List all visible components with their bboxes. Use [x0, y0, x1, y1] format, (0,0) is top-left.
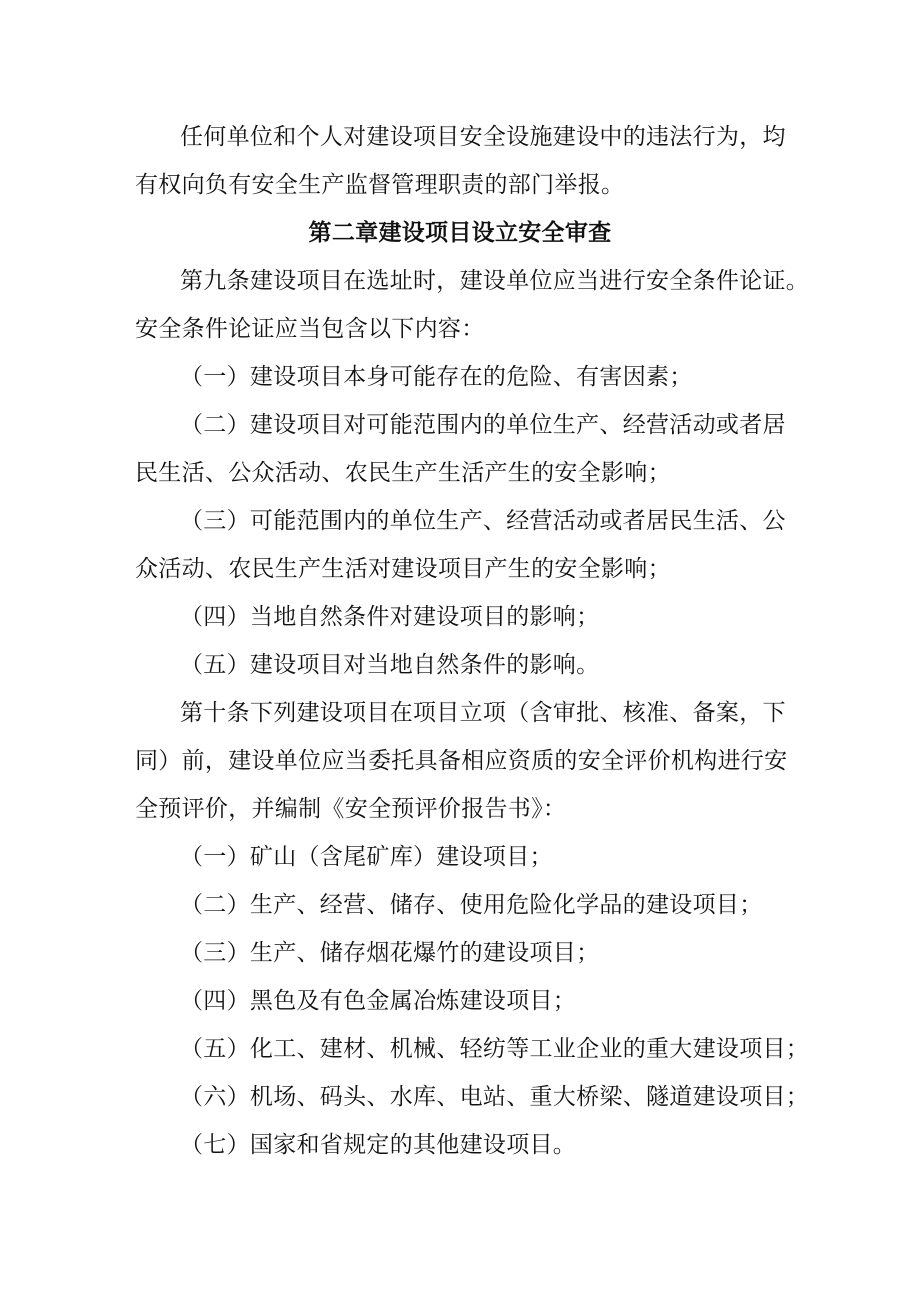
- list-item: （一）建设项目本身可能存在的危险、有害因素；: [180, 364, 693, 390]
- list-item: （七）国家和省规定的其他建设项目。: [180, 1132, 577, 1158]
- list-item: （六）机场、码头、水库、电站、重大桥梁、隧道建设项目；: [180, 1084, 810, 1110]
- list-item: （五）化工、建材、机械、轻纺等工业企业的重大建设项目；: [180, 1036, 810, 1062]
- list-item: （二）建设项目对可能范围内的单位生产、经营活动或者居: [180, 412, 786, 438]
- paragraph-line: 同）前，建设单位应当委托具备相应资质的安全评价机构进行安: [135, 748, 788, 774]
- paragraph-line: 有权向负有安全生产监督管理职责的部门举报。: [135, 172, 625, 198]
- paragraph-line: 全预评价，并编制《安全预评价报告书》：: [135, 796, 567, 822]
- paragraph-line: 第十条下列建设项目在项目立项（含审批、核准、备案，下: [180, 700, 786, 726]
- paragraph-line: 民生活、公众活动、农民生产生活产生的安全影响；: [135, 460, 671, 486]
- list-item: （四）黑色及有色金属冶炼建设项目；: [180, 988, 577, 1014]
- list-item: （三）生产、储存烟花爆竹的建设项目；: [180, 940, 600, 966]
- paragraph-line: 众活动、农民生产生活对建设项目产生的安全影响；: [135, 556, 671, 582]
- list-item: （一）矿山（含尾矿库）建设项目；: [180, 844, 553, 870]
- paragraph-line: 第九条建设项目在选址时，建设单位应当进行安全条件论证。: [180, 268, 810, 294]
- list-item: （四）当地自然条件对建设项目的影响；: [180, 604, 600, 630]
- chapter-heading: 第二章建设项目设立安全审查: [308, 220, 612, 246]
- list-item: （五）建设项目对当地自然条件的影响。: [180, 652, 600, 678]
- paragraph-line: 任何单位和个人对建设项目安全设施建设中的违法行为，均: [180, 124, 786, 150]
- paragraph-line: 安全条件论证应当包含以下内容：: [135, 316, 485, 342]
- list-item: （三）可能范围内的单位生产、经营活动或者居民生活、公: [180, 508, 786, 534]
- list-item: （二）生产、经营、储存、使用危险化学品的建设项目；: [180, 892, 763, 918]
